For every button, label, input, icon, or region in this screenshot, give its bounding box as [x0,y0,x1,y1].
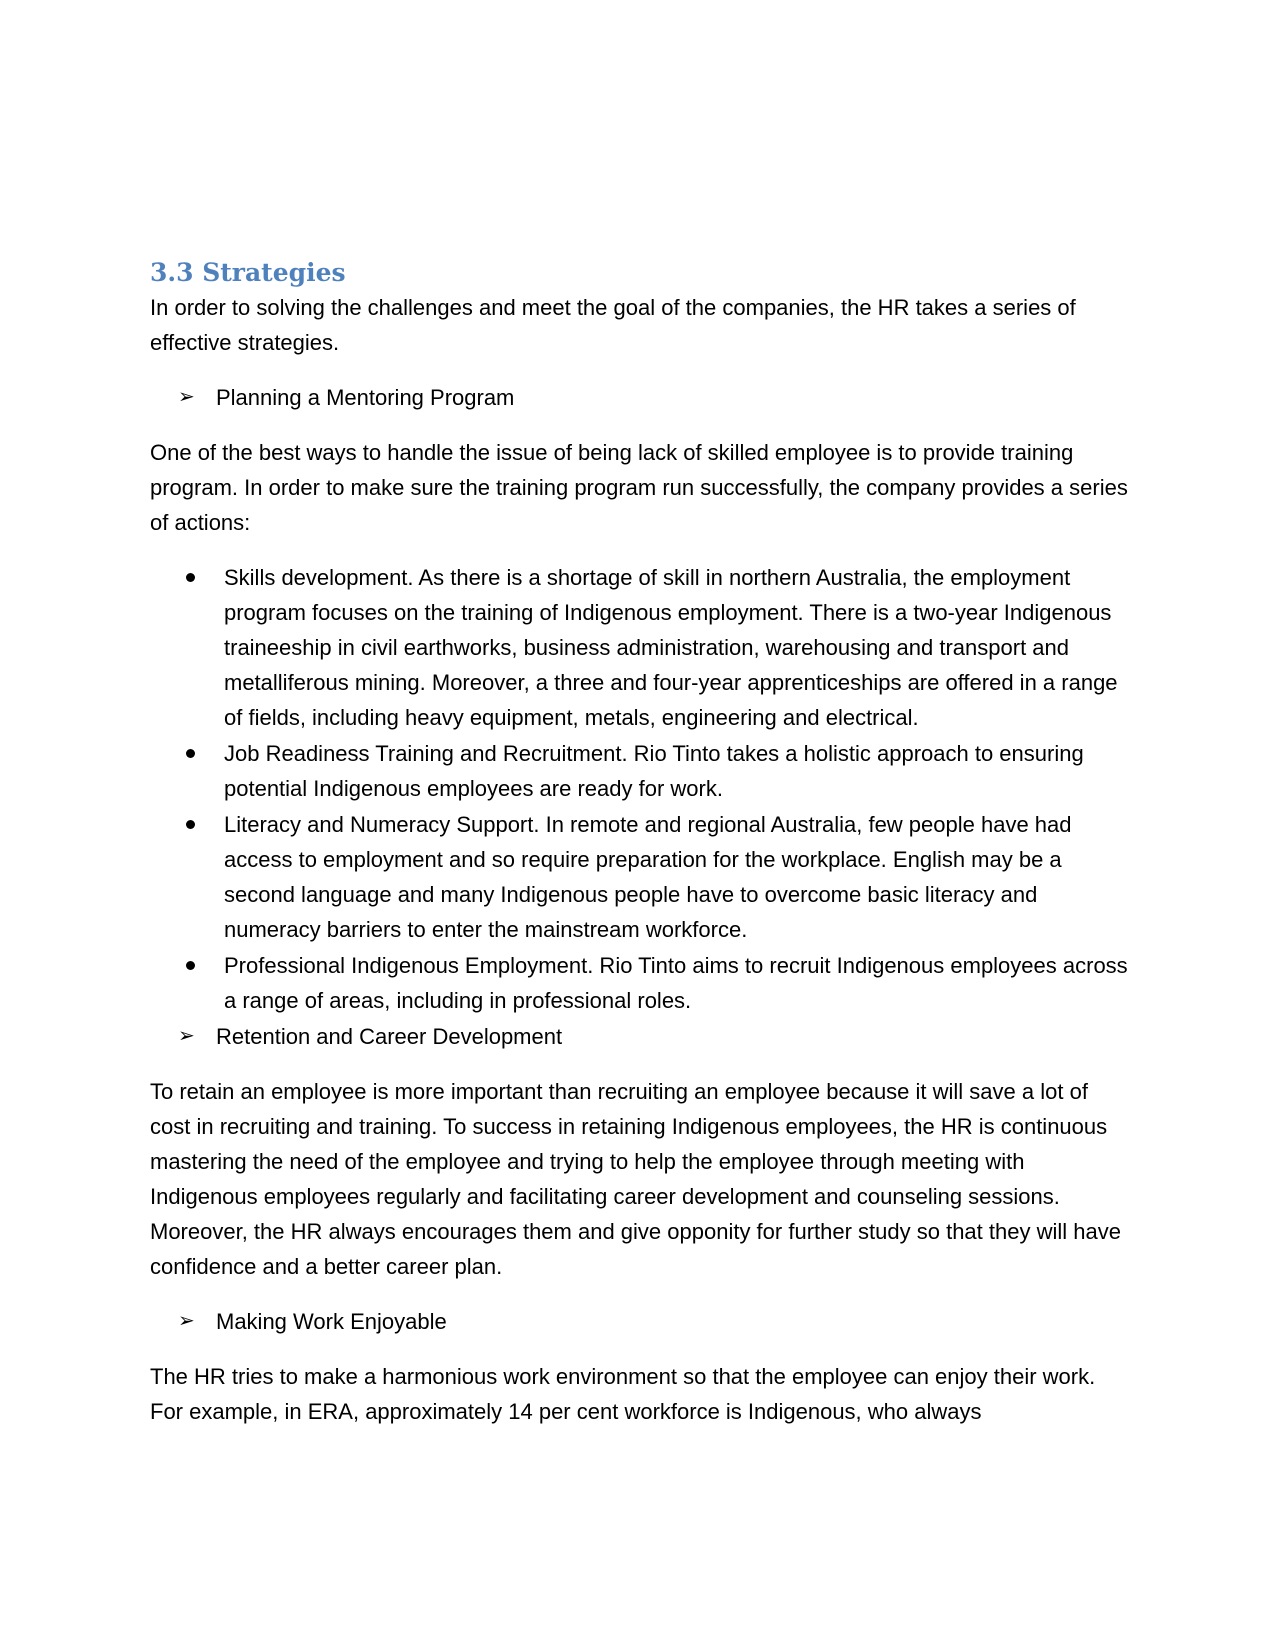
bullet-dot-icon [186,961,195,970]
retention-title: Retention and Career Development [216,1024,563,1049]
list-item [150,560,1130,735]
section-heading: 3.3 Strategies [150,258,346,287]
mentoring-title: Planning a Mentoring Program [216,385,515,410]
list-item-text: Skills development. As there is a shortage of skill in northern Australia, the employment program focuses on the training of Indigenous employment. There is a two-year Indigenous traineeship in civil earthworks, business administration, warehousing and transport and metalliferous mining. Moreover, a three and four-year apprenticeships are offered in a range of fields, including heavy equipment, metals, engineering and electrical. [224,565,1118,730]
bullet-dot-icon [186,573,195,582]
list-item-text: Job Readiness Training and Recruitment. Rio Tinto takes a holistic approach to ensuring potential Indigenous employees are ready for work. [224,741,1084,801]
mentoring-bullet-list [150,560,1130,1018]
arrow-bullet-icon: ➢ [178,1025,195,1047]
arrow-item-enjoyable [150,1304,1130,1339]
enjoyable-title: Making Work Enjoyable [216,1309,447,1334]
list-item [150,948,1130,1018]
list-item-text: Literacy and Numeracy Support. In remote and regional Australia, few people have had access to employment and so require preparation for the workplace. English may be a second language and many Indigenous people have to overcome basic literacy and numeracy barriers to enter the mainstream workforce. [224,812,1072,942]
arrow-bullet-icon: ➢ [178,386,195,408]
list-item [150,736,1130,806]
arrow-bullet-icon: ➢ [178,1310,195,1332]
mentoring-paragraph: One of the best ways to handle the issue of being lack of skilled employee is to provide training program. In order to make sure the training program run successfully, the company provides a series of actions: [150,440,1128,535]
intro-paragraph: In order to solving the challenges and meet the goal of the companies, the HR takes a series of effective strategies. [150,295,1076,355]
list-item [150,807,1130,947]
bullet-dot-icon [186,749,195,758]
bullet-dot-icon [186,820,195,829]
retention-paragraph: To retain an employee is more important than recruiting an employee because it will save a lot of cost in recruiting and training. To success in retaining Indigenous employees, the HR is continuous mastering the need of the employee and trying to help the employee through meeting with Indigenous employees regularly and facilitating career development and counseling sessions. Moreover, the HR always encourages them and give opponity for further study so that they will have confidence and a better career plan. [150,1079,1121,1279]
list-item-text: Professional Indigenous Employment. Rio Tinto aims to recruit Indigenous employees across a range of areas, including in professional roles. [224,953,1128,1013]
arrow-item-retention [150,1019,1130,1054]
arrow-item-mentoring [150,380,1130,415]
enjoyable-paragraph: The HR tries to make a harmonious work environment so that the employee can enjoy their work. For example, in ERA, approximately 14 per cent workforce is Indigenous, who always [150,1364,1096,1424]
document-page [150,258,1130,1429]
